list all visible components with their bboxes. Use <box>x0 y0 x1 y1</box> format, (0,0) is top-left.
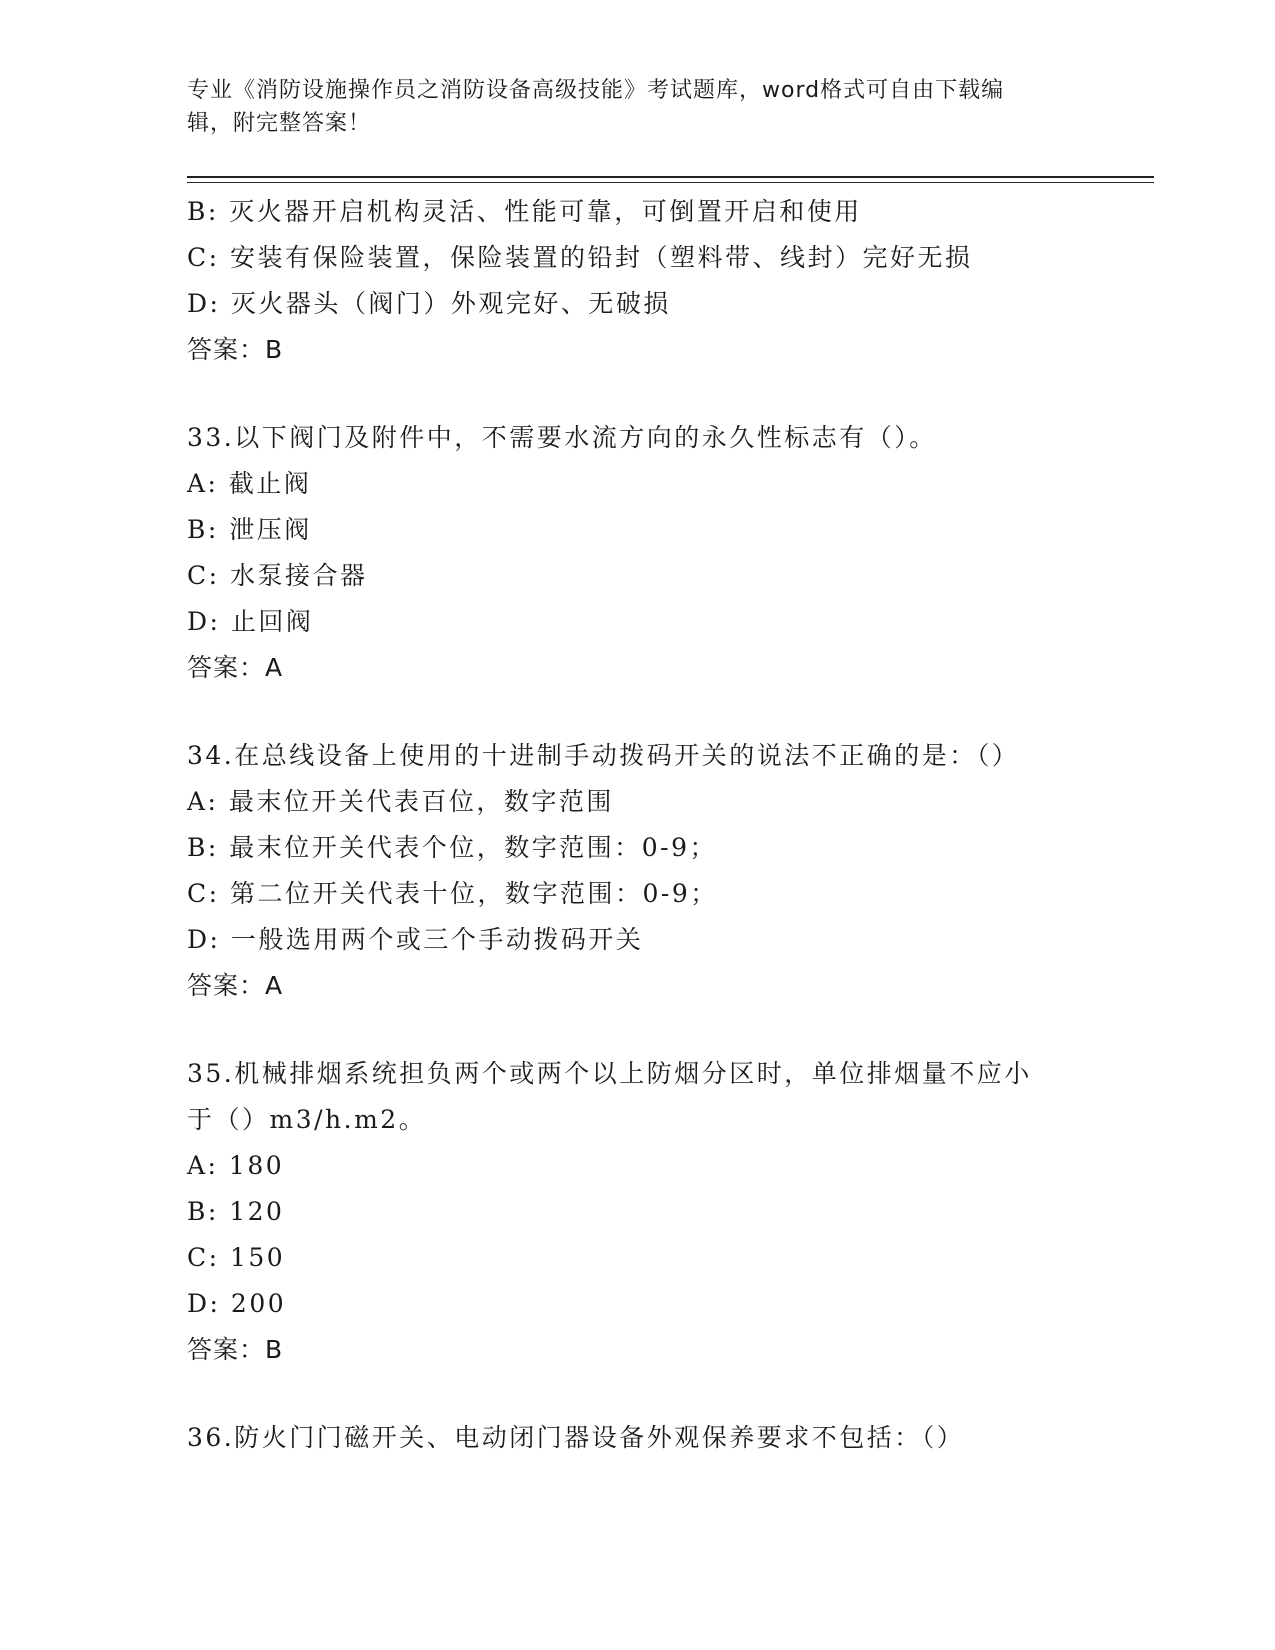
question-stem-line-1: 35.机械排烟系统担负两个或两个以上防烟分区时，单位排烟量不应小 <box>187 1059 1032 1088</box>
option-c: C: 水泵接合器 <box>187 561 368 590</box>
option-a: A: 最末位开关代表百位，数字范围 <box>187 787 614 816</box>
header-line-1: 专业《消防设施操作员之消防设备高级技能》考试题库，word格式可自由下载编 <box>187 78 1005 103</box>
option-c: C: 150 <box>187 1243 286 1272</box>
question-35 <box>187 1051 1087 1373</box>
option-a: A: 180 <box>187 1151 285 1180</box>
option-b: B: 120 <box>187 1197 285 1226</box>
option-b: B: 最末位开关代表个位，数字范围：0-9； <box>187 833 718 862</box>
question-stem: 33.以下阀门及附件中，不需要水流方向的永久性标志有（）。 <box>187 423 937 452</box>
question-stem: 36.防火门门磁开关、电动闭门器设备外观保养要求不包括：（） <box>187 1423 965 1452</box>
option-d: D: 灭火器头（阀门）外观完好、无破损 <box>187 289 671 318</box>
question-36 <box>187 1415 1087 1461</box>
question-32-continuation <box>187 189 1087 373</box>
option-d: D: 一般选用两个或三个手动拨码开关 <box>187 925 644 954</box>
question-list <box>187 189 1087 1461</box>
option-d: D: 止回阀 <box>187 607 314 636</box>
option-b: B: 灭火器开启机构灵活、性能可靠，可倒置开启和使用 <box>187 197 862 226</box>
answer: 答案：A <box>187 653 284 682</box>
answer: 答案：A <box>187 971 284 1000</box>
option-b: B: 泄压阀 <box>187 515 312 544</box>
question-33 <box>187 415 1087 691</box>
header-rule-thick <box>187 176 1154 178</box>
answer: 答案：B <box>187 335 284 364</box>
question-stem-line-2: 于（）m3/h.m2。 <box>187 1105 427 1134</box>
header-rule-thin <box>187 182 1154 183</box>
question-stem: 34.在总线设备上使用的十进制手动拨码开关的说法不正确的是：（） <box>187 741 1020 770</box>
option-c: C: 安装有保险装置，保险装置的铅封（塑料带、线封）完好无损 <box>187 243 973 272</box>
header-line-2: 辑，附完整答案！ <box>187 111 372 136</box>
option-d: D: 200 <box>187 1289 287 1318</box>
option-c: C: 第二位开关代表十位，数字范围：0-9； <box>187 879 718 908</box>
option-a: A: 截止阀 <box>187 469 312 498</box>
answer: 答案：B <box>187 1335 284 1364</box>
question-34 <box>187 733 1087 1009</box>
document-header <box>187 74 1067 140</box>
